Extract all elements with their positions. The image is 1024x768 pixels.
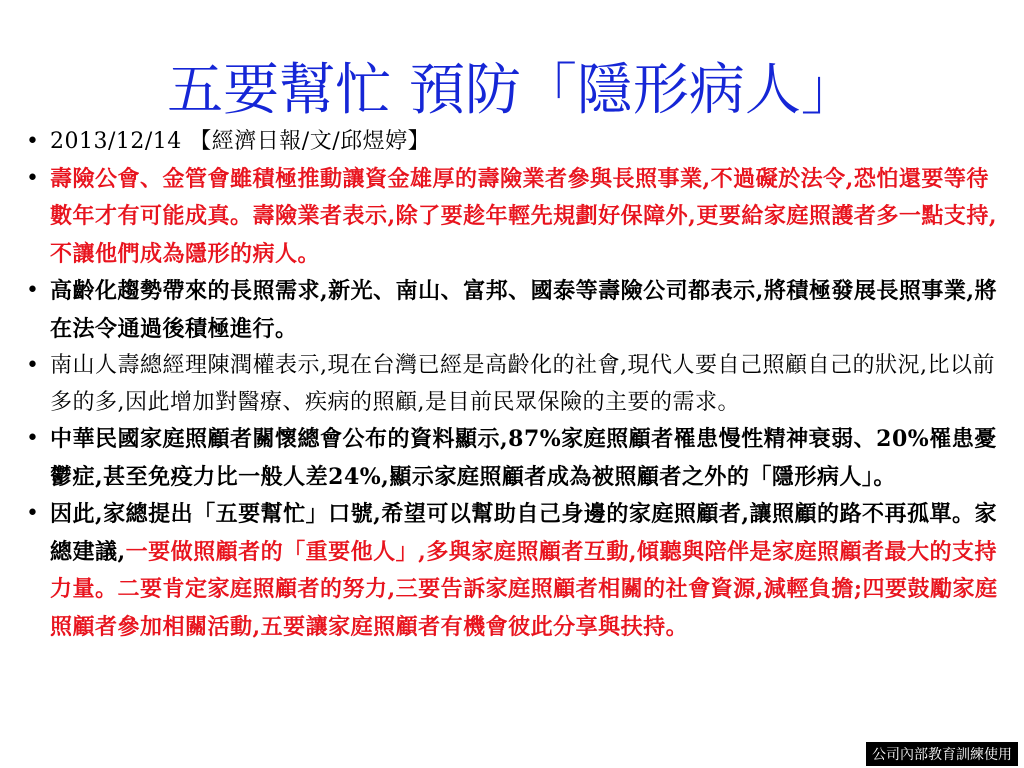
bullet-text-black: 因此,家總提出「五要幫忙」口號,希望可以幫助自己身邊的家庭照顧者,讓照顧的路不再孤單。家總建議, (50, 501, 997, 565)
bullet-item-nanshan-quote (20, 348, 1000, 421)
bullet-text: 高齡化趨勢帶來的長照需求,新光、南山、富邦、國泰等壽險公司都表示,將積極發展長照事業,將在法令通過後積極進行。 (50, 278, 997, 342)
bullet-text: 壽險公會、金管會雖積極推動讓資金雄厚的壽險業者參與長照事業,不過礙於法令,恐怕還要等待數年才有可能成真。壽險業者表示,除了要趁年輕先規劃好保障外,更要給家庭照護者多一點支持,不讓他們成為隱形的病人。 (50, 165, 997, 267)
bullet-item-insurance-association (20, 161, 1000, 274)
bullet-item-five-help-proposal (20, 496, 1000, 646)
bullet-text: 南山人壽總經理陳潤權表示,現在台灣已經是高齡化的社會,現代人要自己照顧自己的狀況,比以前多的多,因此增加對醫療、疾病的照顧,是目前民眾保險的主要的需求。 (50, 353, 995, 415)
bullet-dot-icon: • (26, 353, 40, 378)
bullet-text-red: 一要做照顧者的「重要他人」,多與家庭照顧者互動,傾聽與陪伴是家庭照顧者最大的支持力量。二要肯定家庭照顧者的努力,三要告訴家庭照顧者相關的社會資源,減輕負擔;四要鼓勵家庭照顧者參加相關活動,五要讓家庭照顧者有機會彼此分享與扶持。 (50, 538, 998, 640)
bullet-item-aging-demand (20, 273, 1000, 348)
bullet-item-source (20, 124, 1000, 161)
source-line: 2013/12/14 【經濟日報/文/邱煜婷】 (50, 129, 431, 154)
bullet-list (20, 124, 1000, 646)
slide-title: 五要幫忙 預防「隱形病人」 (167, 57, 857, 123)
bullet-dot-icon: • (26, 501, 40, 526)
bullet-text: 中華民國家庭照顧者關懷總會公布的資料顯示,87%家庭照顧者罹患慢性精神衰弱、20%罹患憂鬱症,甚至免疫力比一般人差24%,顯示家庭照顧者成為被照顧者之外的「隱形病人」。 (50, 426, 997, 490)
footer-label: 公司內部教育訓練使用 (866, 742, 1018, 766)
bullet-dot-icon: • (26, 165, 40, 191)
bullet-dot-icon: • (26, 278, 40, 303)
bullet-dot-icon: • (26, 426, 40, 451)
bullet-item-caregiver-statistics (20, 421, 1000, 496)
bullet-dot-icon: • (26, 129, 40, 154)
